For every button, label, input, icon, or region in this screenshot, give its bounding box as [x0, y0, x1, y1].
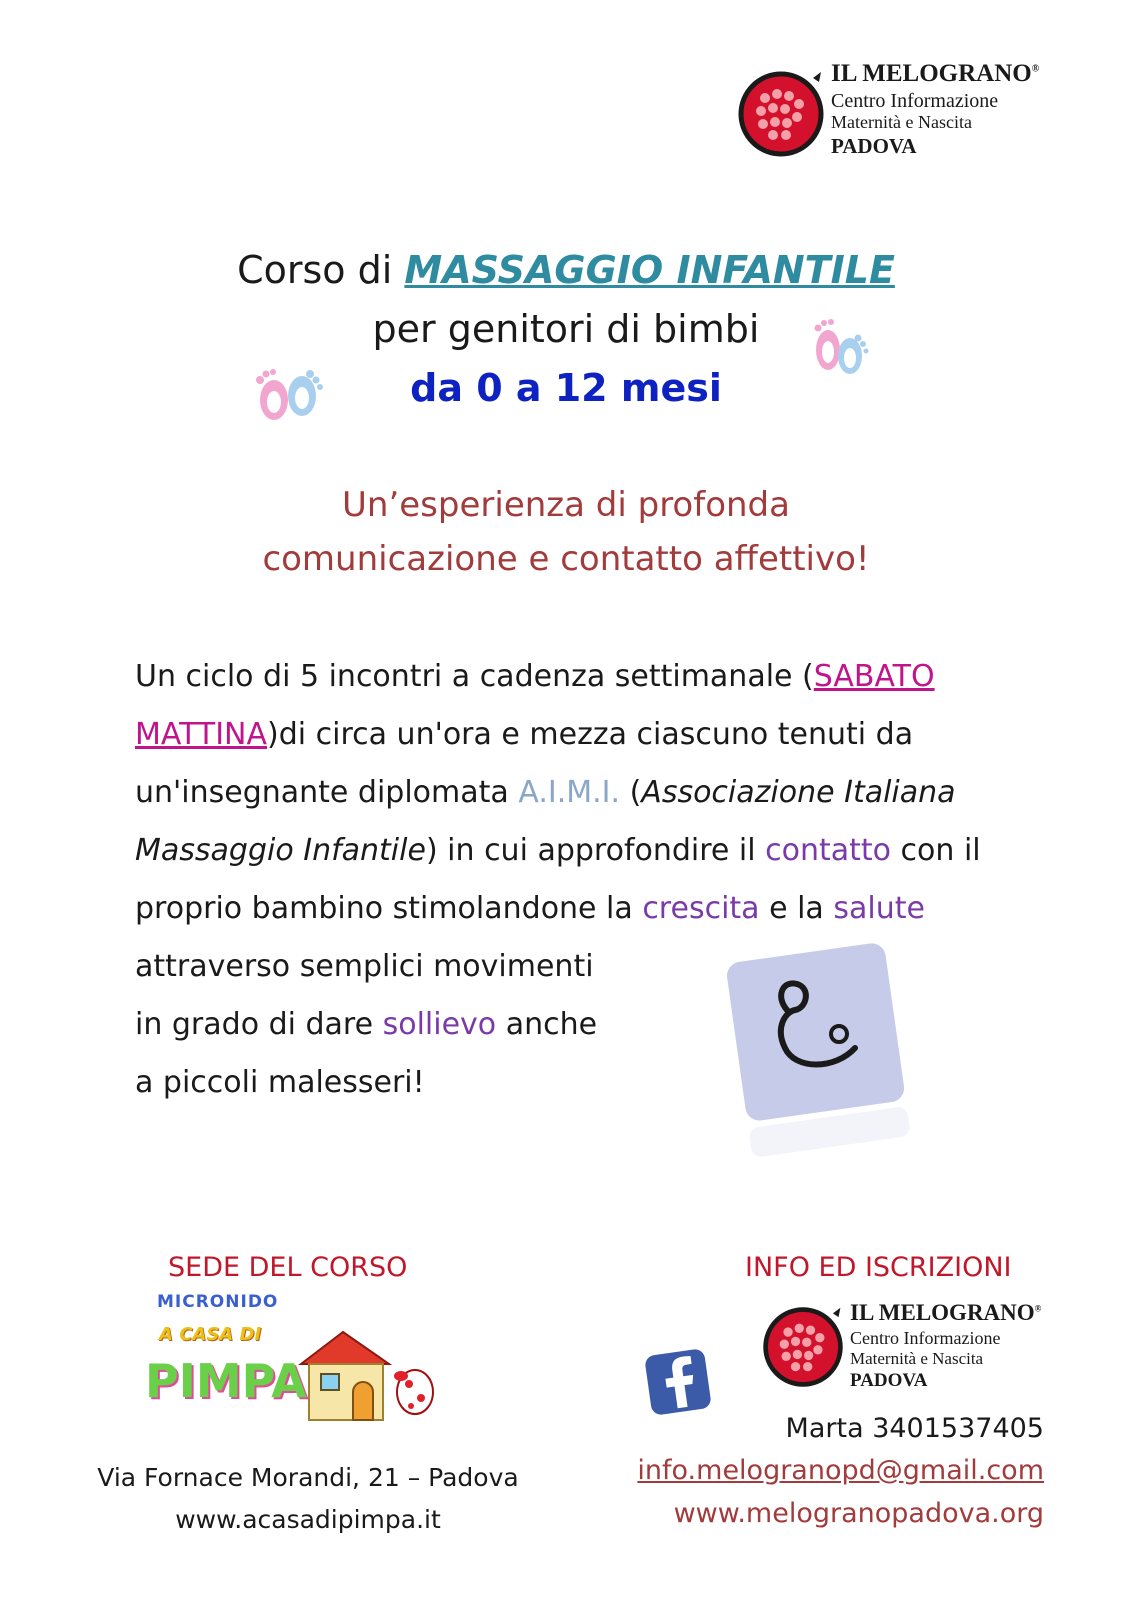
aimi-fullname: Associazione Italiana Massaggio Infantile	[135, 775, 956, 868]
desc-text: ) in cui approfondire il	[425, 833, 766, 868]
info-heading: INFO ED ISCRIZIONI	[745, 1252, 1012, 1283]
pimpa-logo	[145, 1290, 445, 1440]
sede-address: Via Fornace Morandi, 21 – Padova	[97, 1463, 519, 1492]
desc-text: in grado di dare	[135, 1007, 383, 1042]
desc-text: Un ciclo di 5 incontri a cadenza settimanale (	[135, 659, 814, 694]
title-line1	[0, 248, 1132, 292]
sede-website[interactable]: www.acasadipimpa.it	[175, 1505, 441, 1534]
logo-line1: Centro Informazione	[831, 90, 999, 112]
mattina-link: MATTINA	[135, 717, 268, 752]
highlight-salute: salute	[833, 891, 925, 926]
tagline	[0, 478, 1132, 586]
desc-text: con il proprio bambino stimolandone la	[135, 833, 981, 926]
melograno-logo-top	[735, 60, 1095, 170]
sede-heading: SEDE DEL CORSO	[168, 1252, 408, 1283]
title-prefix: Corso di	[237, 248, 405, 292]
pimpa-house-icon	[297, 1326, 445, 1430]
logo-line1: Centro Informazione	[850, 1328, 1001, 1348]
baby-feet-icon-left	[252, 366, 324, 424]
logo-name: IL MELOGRANO	[850, 1300, 1035, 1325]
aimi-logo	[715, 938, 915, 1158]
desc-text: anche	[496, 1007, 598, 1042]
registered-mark: ®	[1031, 63, 1040, 75]
facebook-icon[interactable]	[642, 1346, 714, 1418]
desc-text: a piccoli malesseri!	[135, 1065, 425, 1100]
registered-mark: ®	[1034, 1303, 1042, 1314]
baby-feet-icon-right	[808, 318, 870, 380]
pomegranate-icon	[760, 1304, 846, 1390]
aimi-acronym: A.I.M.I.	[518, 775, 621, 810]
pimpa-logo-line3: PIMPA	[145, 1354, 307, 1408]
desc-text: (	[620, 775, 642, 810]
contact-phone[interactable]: Marta 3401537405	[785, 1413, 1044, 1444]
highlight-crescita: crescita	[642, 891, 760, 926]
desc-text: )di circa un'ora e mezza ciascuno tenuti da un'insegnante diplomata	[135, 717, 914, 810]
tagline-line1: Un’esperienza di profonda	[342, 485, 790, 525]
logo-line2: Maternità e Nascita	[831, 112, 972, 132]
pimpa-logo-line2: A CASA DI	[159, 1324, 262, 1345]
melograno-logo-bottom	[760, 1300, 1080, 1400]
contact-email-link[interactable]: info.melogranopd@gmail.com	[637, 1455, 1044, 1486]
desc-text: attraverso semplici movimenti	[135, 949, 594, 984]
title-age-range: da 0 a 12 mesi	[410, 366, 722, 410]
title-highlight: MASSAGGIO INFANTILE	[404, 248, 895, 292]
title-line2: per genitori di bimbi	[372, 307, 760, 351]
pimpa-logo-line1: MICRONIDO	[157, 1292, 279, 1312]
highlight-contatto: contatto	[765, 833, 892, 868]
pomegranate-icon	[735, 68, 827, 160]
logo-city: PADOVA	[831, 134, 917, 158]
logo-name: IL MELOGRANO	[831, 60, 1032, 87]
desc-text: e la	[759, 891, 834, 926]
highlight-sollievo: sollievo	[382, 1007, 497, 1042]
contact-website-link[interactable]: www.melogranopadova.org	[673, 1498, 1044, 1529]
logo-city: PADOVA	[850, 1370, 928, 1391]
sabato-link: SABATO	[813, 659, 935, 694]
tagline-line2: comunicazione e contatto affettivo!	[262, 539, 870, 579]
logo-line2: Maternità e Nascita	[850, 1349, 984, 1368]
